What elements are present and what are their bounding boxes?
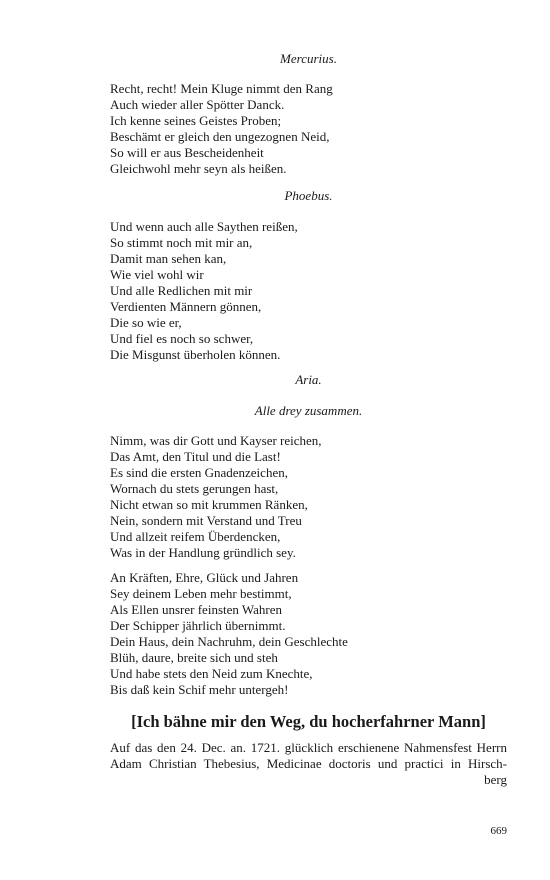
verse-line: Nimm, was dir Gott und Kayser reichen, xyxy=(110,433,322,448)
page-number: 669 xyxy=(490,825,507,837)
verse-line: Und fiel es noch so schwer, xyxy=(110,331,254,346)
speaker-heading-all: Alle drey zusammen. xyxy=(254,403,363,418)
verse-line: Gleichwohl mehr seyn als heißen. xyxy=(110,161,287,176)
verse-line: Nein, sondern mit Verstand und Treu xyxy=(110,513,302,528)
verse-line: Das Amt, den Titul und die Last! xyxy=(110,449,281,464)
verse-line: Blüh, daure, breite sich und steh xyxy=(110,650,278,665)
verse-line: Auch wieder aller Spötter Danck. xyxy=(110,97,285,112)
verse-line: Verdienten Männern gönnen, xyxy=(110,299,262,314)
verse-line: Als Ellen unsrer feinsten Wahren xyxy=(110,602,282,617)
verse-line: Dein Haus, dein Nachruhm, dein Geschlechte xyxy=(110,634,348,649)
verse-line: Beschämt er gleich den ungezognen Neid, xyxy=(110,129,330,144)
mercurius-stanza xyxy=(110,81,507,177)
verse-line: Ich kenne seines Geistes Proben; xyxy=(110,113,282,128)
aria-stanza-1 xyxy=(110,433,507,561)
verse-line: Was in der Handlung gründlich sey. xyxy=(110,545,296,560)
verse-line: Und alle Redlichen mit mir xyxy=(110,283,253,298)
verse-line: Und wenn auch alle Saythen reißen, xyxy=(110,219,298,234)
verse-line: Nicht etwan so mit krummen Ränken, xyxy=(110,497,308,512)
dedication-line: berg xyxy=(484,772,507,787)
verse-line: Und habe stets den Neid zum Knechte, xyxy=(110,666,313,681)
verse-line: Die Misgunst überholen können. xyxy=(110,347,281,362)
verse-line: Und allzeit reifem Überdencken, xyxy=(110,529,281,544)
verse-line: Wornach du stets gerungen hast, xyxy=(110,481,279,496)
speaker-heading-phoebus: Phoebus. xyxy=(284,188,333,203)
book-page xyxy=(110,0,507,880)
verse-line: Der Schipper jährlich übernimmt. xyxy=(110,618,286,633)
dedication-line: Adam Christian Thebesius, Medicinae doctoris und practici in Hirsch- xyxy=(110,756,507,771)
verse-line: Die so wie er, xyxy=(110,315,182,330)
verse-line: Es sind die ersten Gnadenzeichen, xyxy=(110,465,288,480)
phoebus-stanza xyxy=(110,219,507,363)
verse-line: Bis daß kein Schif mehr untergeh! xyxy=(110,682,289,697)
verse-line: Damit man sehen kan, xyxy=(110,251,227,266)
poem-dedication xyxy=(110,740,507,788)
aria-stanza-2 xyxy=(110,570,507,698)
verse-line: An Kräften, Ehre, Glück und Jahren xyxy=(110,570,299,585)
poem-title: [Ich bähne mir den Weg, du hocherfahrner Mann] xyxy=(131,712,486,731)
aria-label: Aria. xyxy=(295,372,322,387)
verse-line: Sey deinem Leben mehr bestimmt, xyxy=(110,586,292,601)
verse-line: Recht, recht! Mein Kluge nimmt den Rang xyxy=(110,81,333,96)
verse-line: So stimmt noch mit mir an, xyxy=(110,235,253,250)
verse-line: So will er aus Bescheidenheit xyxy=(110,145,264,160)
verse-line: Wie viel wohl wir xyxy=(110,267,204,282)
dedication-line: Auf das den 24. Dec. an. 1721. glücklich erschienene Nahmensfest Herrn xyxy=(110,740,507,755)
speaker-heading-mercurius: Mercurius. xyxy=(280,51,337,66)
